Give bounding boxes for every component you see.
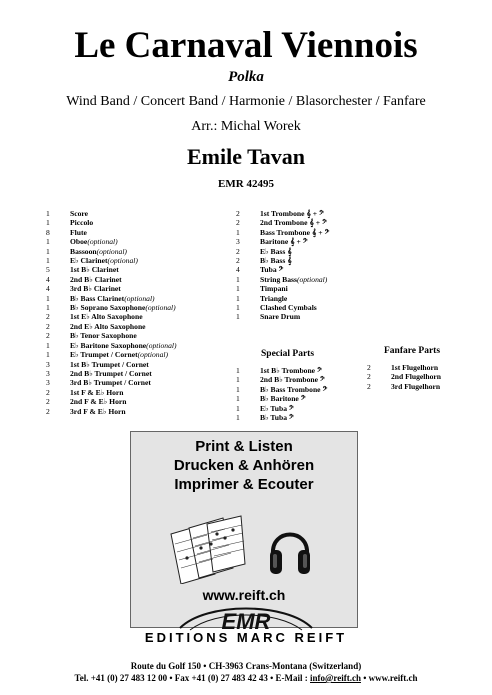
- part-row: [236, 228, 329, 237]
- part-row: [46, 218, 177, 227]
- optional-note: (optional): [137, 350, 169, 360]
- part-quantity: 5: [46, 265, 50, 275]
- part-row: [236, 284, 329, 293]
- promo-line-2: Drucken & Anhören: [173, 457, 315, 474]
- part-name: 2nd B♭ Trombone 𝄢: [260, 375, 325, 385]
- part-quantity: 2: [236, 209, 240, 218]
- part-quantity: 2: [236, 218, 240, 228]
- part-name: 2nd Flugelhorn: [391, 372, 442, 382]
- part-row: [46, 378, 177, 387]
- special-part-row: [236, 404, 327, 413]
- optional-note: (optional): [145, 303, 176, 313]
- part-row: [46, 341, 177, 350]
- fanfare-part-row: [367, 363, 441, 372]
- footer-website: • www.reift.ch: [360, 673, 418, 683]
- part-quantity: 2: [367, 363, 371, 372]
- optional-note: (optional): [107, 256, 138, 266]
- part-row: [46, 331, 177, 340]
- part-row: [46, 209, 177, 218]
- part-quantity: 1: [236, 227, 240, 237]
- part-name: 3rd F & E♭ Horn: [70, 406, 126, 416]
- part-quantity: 2: [46, 387, 50, 397]
- part-row: [46, 284, 177, 293]
- part-row: [46, 275, 177, 284]
- part-row: [236, 303, 329, 312]
- part-name: E♭ Bass 𝄞: [260, 246, 292, 256]
- part-quantity: 1: [236, 413, 240, 423]
- part-row: [236, 209, 329, 218]
- part-name: Triangle: [260, 293, 288, 303]
- part-quantity: 1: [236, 394, 240, 404]
- part-row: [46, 303, 177, 312]
- parts-list-right: [236, 209, 329, 322]
- part-name: E♭ Trumpet / Cornet: [70, 350, 138, 360]
- part-quantity: 4: [236, 265, 240, 275]
- print-listen-panel: [130, 431, 358, 628]
- optional-note: (optional): [124, 293, 155, 303]
- part-quantity: 2: [367, 372, 371, 382]
- part-name: Bass Trombone 𝄞 + 𝄢: [260, 227, 330, 237]
- part-name: 2nd E♭ Alto Saxophone: [70, 321, 146, 331]
- part-quantity: 3: [46, 368, 50, 378]
- part-name: 1st B♭ Trombone 𝄢: [260, 366, 322, 375]
- catalog-number: EMR 42495: [218, 178, 274, 190]
- part-name: 3rd B♭ Trumpet / Cornet: [70, 378, 151, 388]
- part-row: [46, 350, 177, 359]
- subtitle: Polka: [228, 69, 264, 85]
- fanfare-part-row: [367, 372, 441, 381]
- part-quantity: 1: [46, 237, 50, 247]
- part-name: B♭ Bass 𝄞: [260, 256, 292, 266]
- part-row: [46, 312, 177, 321]
- publisher-name: EDITIONS MARC REIFT: [144, 630, 348, 645]
- promo-line-3: Imprimer & Ecouter: [174, 476, 314, 493]
- part-row: [46, 265, 177, 274]
- part-name: 1st B♭ Trumpet / Cornet: [70, 359, 149, 369]
- ensemble-line: Wind Band / Concert Band / Harmonie / Blasorchester / Fanfare: [66, 94, 426, 109]
- part-quantity: 3: [46, 359, 50, 369]
- part-quantity: 1: [46, 256, 50, 266]
- part-quantity: 2: [236, 246, 240, 256]
- part-quantity: 1: [236, 293, 240, 303]
- part-name: B♭ Bass Trombone 𝄢: [260, 384, 328, 394]
- part-quantity: 1: [236, 384, 240, 394]
- part-name: Oboe: [70, 237, 88, 247]
- part-quantity: 2: [236, 256, 240, 266]
- emr-logo-mark: EMR: [221, 609, 271, 634]
- footer-phone-fax: Tel. +41 (0) 27 483 12 00 • Fax +41 (0) 27 483 42 43 • E-Mail :: [74, 673, 311, 683]
- fanfare-parts-list: [367, 363, 441, 391]
- optional-note: (optional): [96, 246, 127, 256]
- emr-logo: [176, 600, 316, 634]
- part-name: Bassoon: [70, 246, 97, 256]
- part-quantity: 1: [236, 366, 240, 375]
- part-name: 1st F & E♭ Horn: [70, 387, 124, 397]
- part-quantity: 1: [236, 403, 240, 413]
- part-name: E♭ Baritone Saxophone: [70, 340, 147, 350]
- part-name: 1st Trombone 𝄞 + 𝄢: [260, 209, 324, 218]
- part-row: [236, 247, 329, 256]
- part-quantity: 1: [46, 209, 50, 218]
- part-name: 2nd Trombone 𝄞 + 𝄢: [260, 218, 327, 228]
- part-row: [46, 369, 177, 378]
- part-name: E♭ Clarinet: [70, 256, 108, 266]
- part-quantity: 2: [46, 397, 50, 407]
- sheet-music-icon: [167, 514, 247, 584]
- part-row: [46, 256, 177, 265]
- part-name: 1st Flugelhorn: [391, 363, 439, 372]
- part-row: [236, 275, 329, 284]
- part-quantity: 3: [46, 378, 50, 388]
- part-name: Baritone 𝄞 + 𝄢: [260, 237, 308, 247]
- part-row: [46, 294, 177, 303]
- part-name: 1st E♭ Alto Saxophone: [70, 312, 143, 322]
- optional-note: (optional): [296, 274, 328, 284]
- page-title: Le Carnaval Viennois: [74, 25, 418, 66]
- fanfare-part-row: [367, 382, 441, 391]
- promo-line-1: Print & Listen: [195, 438, 293, 455]
- part-row: [46, 407, 177, 416]
- part-quantity: 1: [236, 274, 240, 284]
- part-row: [236, 265, 329, 274]
- part-row: [46, 247, 177, 256]
- part-quantity: 2: [46, 321, 50, 331]
- part-row: [236, 237, 329, 246]
- part-quantity: 1: [46, 303, 50, 313]
- footer-email-link[interactable]: info@reift.ch: [310, 673, 361, 683]
- part-name: Score: [70, 209, 88, 218]
- part-name: Flute: [70, 227, 87, 237]
- part-quantity: 2: [367, 381, 371, 391]
- special-parts-heading: Special Parts: [261, 349, 315, 359]
- part-name: Tuba 𝄢: [260, 265, 284, 275]
- part-quantity: 1: [46, 246, 50, 256]
- part-row: [46, 322, 177, 331]
- part-name: Snare Drum: [260, 312, 301, 322]
- footer-address: Route du Golf 150 • CH-3963 Crans-Montana (Switzerland): [130, 661, 362, 671]
- part-row: [46, 388, 177, 397]
- part-quantity: 1: [46, 350, 50, 360]
- optional-note: (optional): [146, 340, 177, 350]
- part-name: B♭ Tuba 𝄢: [260, 413, 294, 423]
- part-row: [46, 360, 177, 369]
- special-part-row: [236, 413, 327, 422]
- arranger-line: Arr.: Michal Worek: [191, 119, 301, 134]
- part-row: [236, 218, 329, 227]
- fanfare-parts-heading: Fanfare Parts: [384, 346, 441, 356]
- footer-contact: [0, 673, 492, 683]
- part-quantity: 1: [236, 312, 240, 322]
- part-name: 3rd Flugelhorn: [391, 381, 441, 391]
- part-quantity: 1: [46, 218, 50, 228]
- part-name: B♭ Bass Clarinet: [70, 293, 125, 303]
- part-quantity: 2: [46, 331, 50, 341]
- part-quantity: 1: [236, 284, 240, 294]
- part-name: B♭ Baritone 𝄢: [260, 394, 306, 404]
- part-quantity: 2: [46, 312, 50, 322]
- part-quantity: 8: [46, 227, 50, 237]
- special-part-row: [236, 375, 327, 384]
- part-name: 3rd B♭ Clarinet: [70, 284, 121, 294]
- website-link[interactable]: www.reift.ch: [202, 587, 286, 603]
- part-quantity: 1: [46, 340, 50, 350]
- part-quantity: 3: [236, 237, 240, 247]
- composer-name: Emile Tavan: [187, 144, 305, 169]
- part-quantity: 1: [236, 303, 240, 313]
- part-name: E♭ Tuba 𝄢: [260, 403, 294, 413]
- special-part-row: [236, 385, 327, 394]
- special-part-row: [236, 394, 327, 403]
- part-row: [46, 397, 177, 406]
- part-name: Clashed Cymbals: [260, 303, 317, 313]
- part-name: 2nd B♭ Trumpet / Cornet: [70, 368, 152, 378]
- part-quantity: 1: [236, 375, 240, 385]
- special-parts-list: [236, 366, 327, 422]
- part-name: 2nd B♭ Clarinet: [70, 274, 122, 284]
- part-name: Piccolo: [70, 218, 94, 228]
- part-row: [46, 228, 177, 237]
- part-name: B♭ Soprano Saxophone: [70, 303, 146, 313]
- part-quantity: 4: [46, 274, 50, 284]
- part-row: [236, 294, 329, 303]
- part-name: Timpani: [260, 284, 288, 294]
- part-name: String Bass: [260, 274, 297, 284]
- headphones-icon: [267, 520, 313, 580]
- optional-note: (optional): [87, 237, 118, 247]
- part-quantity: 4: [46, 284, 50, 294]
- part-row: [46, 237, 177, 246]
- part-name: 1st B♭ Clarinet: [70, 265, 119, 275]
- part-quantity: 2: [46, 406, 50, 416]
- part-name: B♭ Tenor Saxophone: [70, 331, 137, 341]
- parts-list-left: [46, 209, 177, 416]
- part-row: [236, 312, 329, 321]
- part-name: 2nd F & E♭ Horn: [70, 397, 127, 407]
- part-quantity: 1: [46, 293, 50, 303]
- special-part-row: [236, 366, 327, 375]
